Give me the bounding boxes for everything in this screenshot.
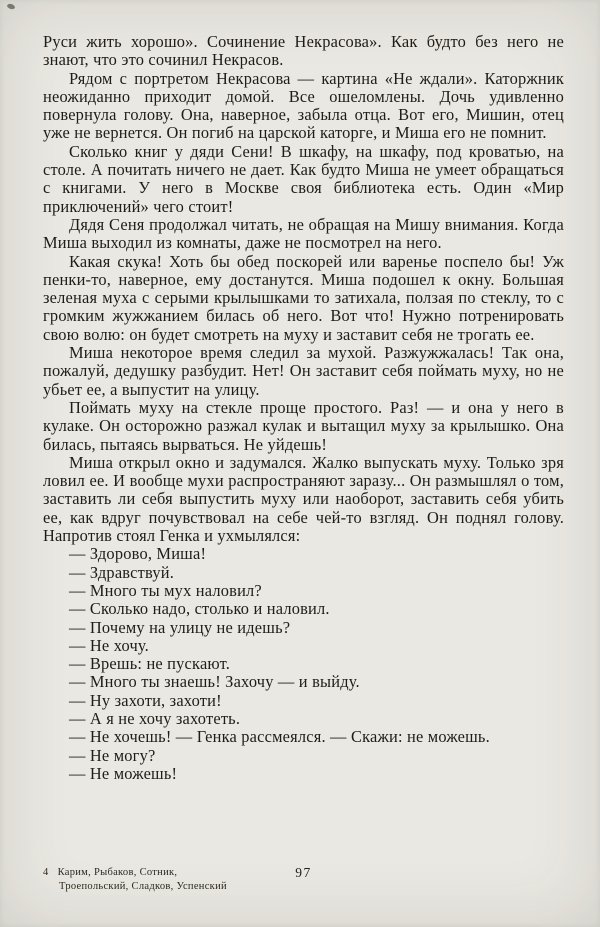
dialogue-line: — А я не хочу захотеть. xyxy=(69,708,241,728)
paragraph: Руси жить хорошо». Сочинение Некрасова». Как будто без него не знают, что это сочинил Некрасов. xyxy=(43,32,564,70)
dialogue-line: — Здравствуй. xyxy=(69,562,175,582)
signature-mark: 4 xyxy=(43,867,49,878)
dialogue-line: — Врешь: не пускают. xyxy=(69,654,231,674)
edition-note-line1: Карим, Рыбаков, Сотник, xyxy=(57,867,178,878)
dialogue-line: — Почему на улицу не идешь? xyxy=(69,617,291,637)
paragraph: Сколько книг у дяди Сени! В шкафу, на шкафу, под кроватью, на столе. А почитать ничего не дает. Как будто Миша не умеет обращаться с книгами. У него в Москве своя библиотека есть. Один «Мир приключений» чего стоит! xyxy=(43,141,564,216)
dialogue-line: — Не хочешь! — Генка рассмеялся. — Скажи: не можешь. xyxy=(69,727,490,747)
edition-note-line2: Троепольский, Сладков, Успенский xyxy=(59,880,227,892)
dialogue-line: — Ну захоти, захоти! xyxy=(69,690,222,710)
paragraph: Какая скука! Хоть бы обед поскорей или варенье поспело бы! Уж пенки-то, наверное, ему достанутся. Миша подошел к окну. Большая зеленая муха с серыми крылышками то затихала, ползая по стеклу, то с громким жужжанием билась об него. Вот что! Нужно потренировать свою волю: он будет смотреть на муху и заставит себя не трогать ее. xyxy=(43,251,564,344)
paragraph: Поймать муху на стекле проще простого. Раз! — и она у него в кулаке. Он осторожно разжал кулак и вытащил муху за крылышко. Она билась, пытаясь вырваться. Не уйдешь! xyxy=(43,397,564,454)
paragraph: Дядя Сеня продолжал читать, не обращая на Мишу внимания. Когда Миша выходил из комнаты, даже не посмотрел на него. xyxy=(43,214,564,253)
page-text xyxy=(43,33,564,783)
dialogue-line: — Не могу? xyxy=(69,745,156,765)
dialogue-line: — Не можешь! xyxy=(69,763,178,783)
paragraph: Миша некоторое время следил за мухой. Разжужжалась! Так она, пожалуй, дедушку разбудит. Нет! Он заставит себя поймать муху, но не убьет ее, а выпустит на улицу. xyxy=(43,343,564,399)
dialogue-line: — Сколько надо, столько и наловил. xyxy=(69,599,330,619)
dialogue-line: — Много ты знаешь! Захочу — и выйду. xyxy=(69,672,360,692)
page-number: 97 xyxy=(295,865,312,880)
dialogue-line: — Много ты мух наловил? xyxy=(69,580,262,600)
dialogue-line: — Не хочу. xyxy=(69,635,149,655)
paragraph: Миша открыл окно и задумался. Жалко выпускать муху. Только зря ловил ее. И вообще мухи распространяют заразу... Он размышлял о том, заставить ли себя выпустить муху или наоборот, заставить себя убить ее, как вдруг почувствовал на себе чей-то взгляд. Он поднял голову. Напротив стоял Генка и ухмылялся: xyxy=(43,452,564,546)
scan-speck xyxy=(6,3,15,10)
paragraph: Рядом с портретом Некрасова — картина «Не ждали». Каторжник неожиданно приходит домой. Все ошеломлены. Дочь удивленно повернула голову. Она, наверное, забыла отца. Вот его, Мишин, отец уже не вернется. Он погиб на царской каторге, и Миша его не помнит. xyxy=(43,68,564,143)
page-footer xyxy=(43,866,564,893)
dialogue-line: — Здорово, Миша! xyxy=(69,544,207,564)
